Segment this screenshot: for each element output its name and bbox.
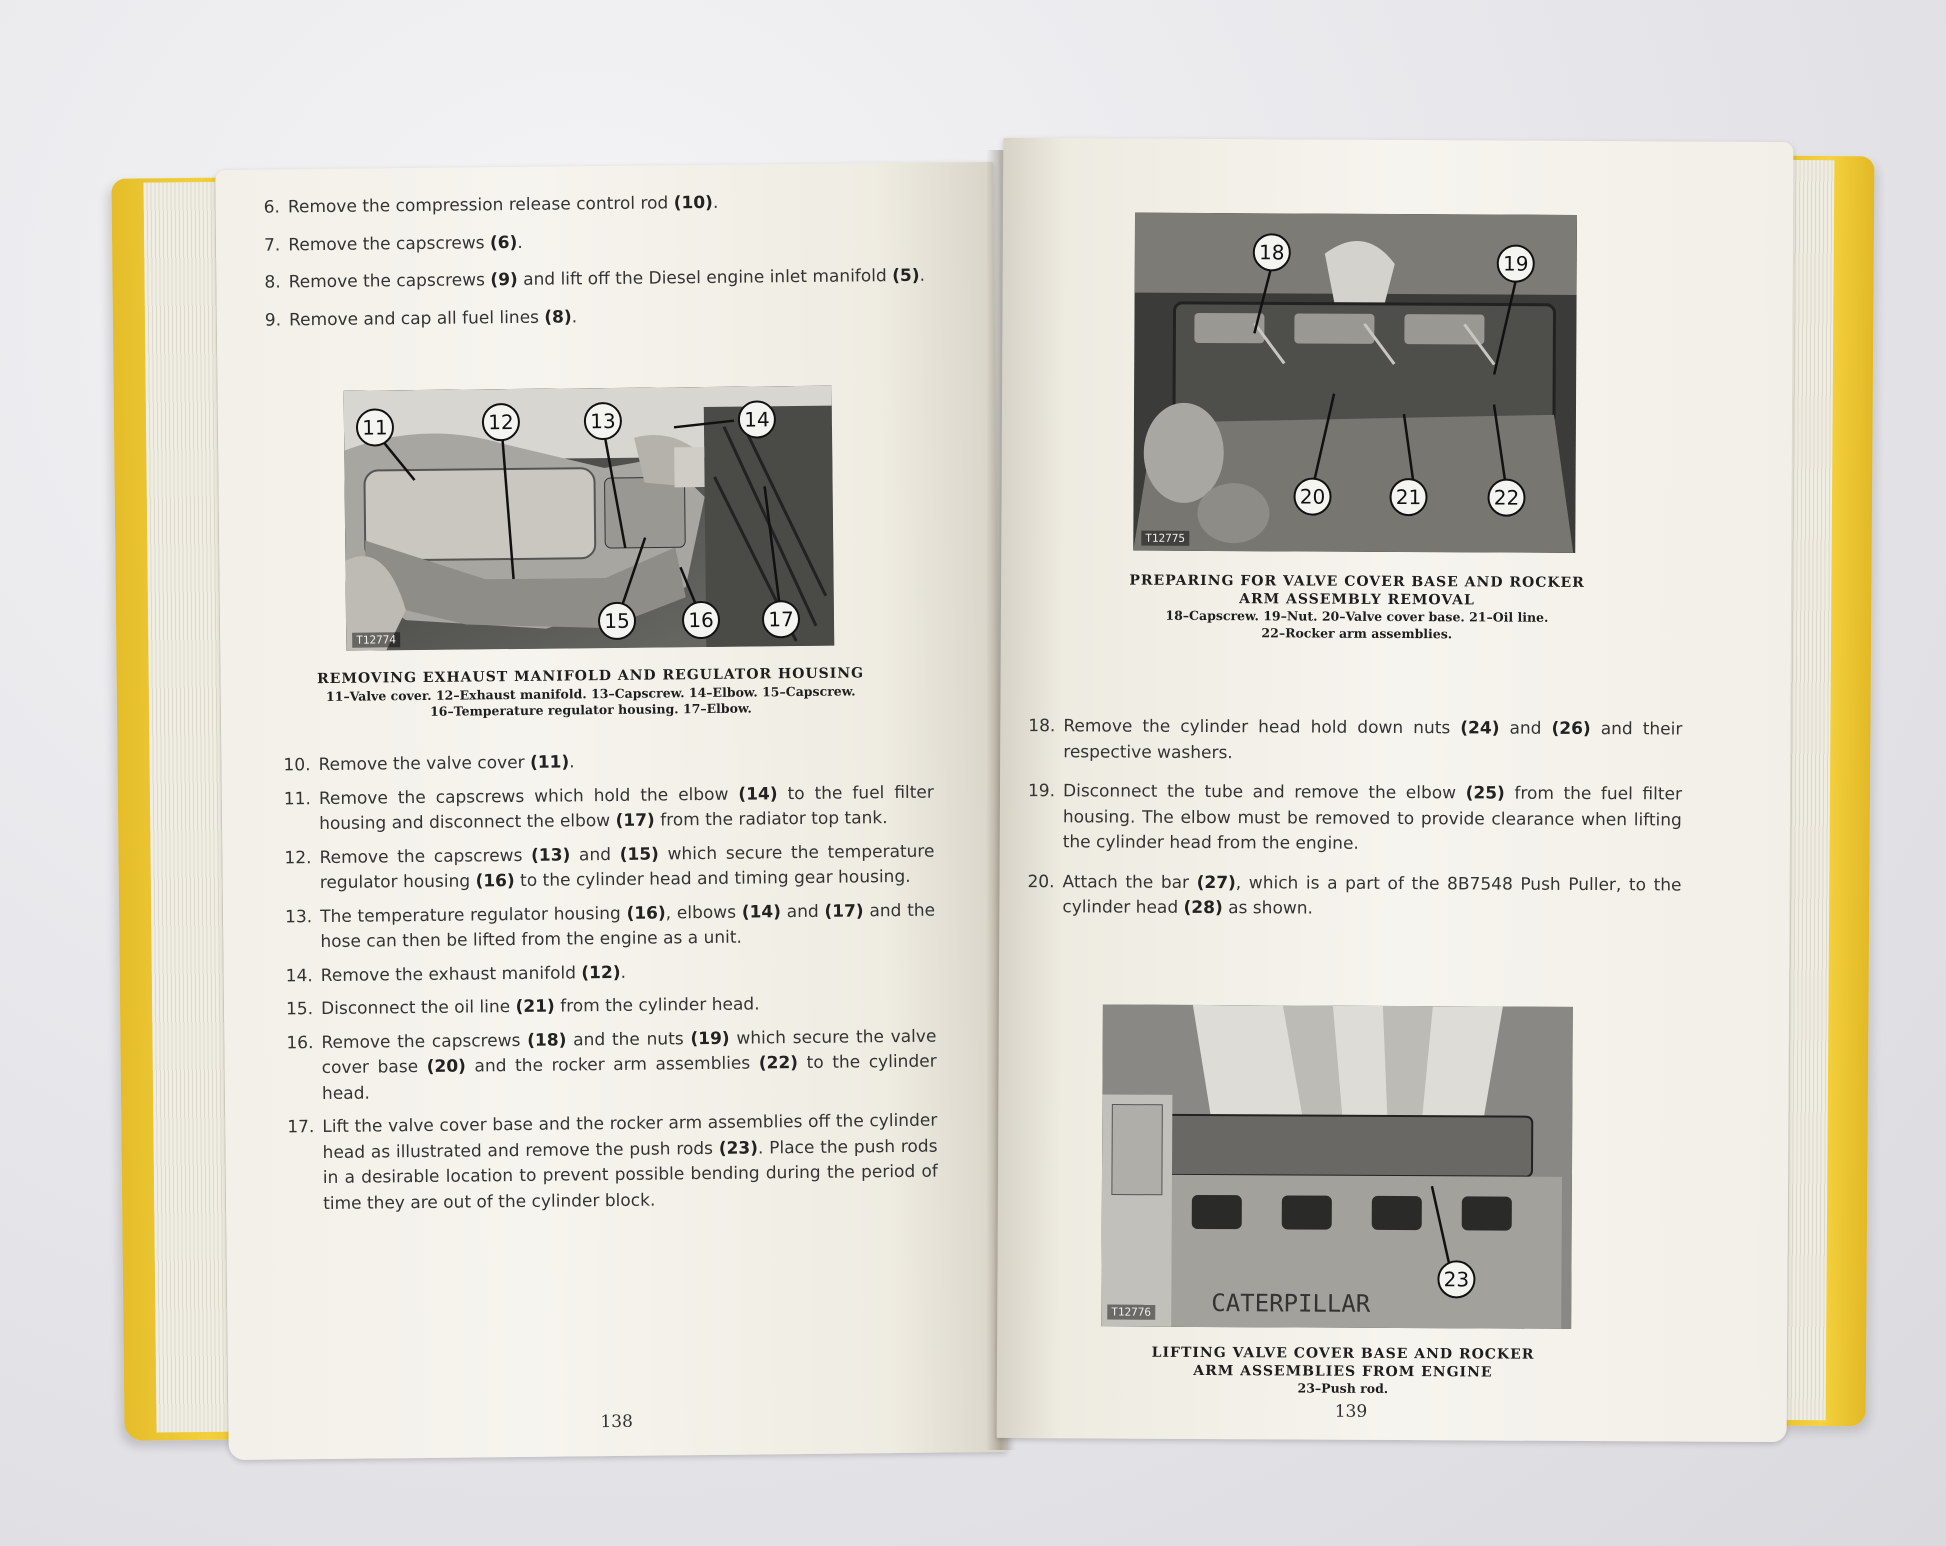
callout-22: 22 (1487, 478, 1525, 516)
negative-number: T12774 (352, 632, 400, 647)
step-number: 15. (285, 999, 314, 1020)
callout-23: 23 (1437, 1260, 1475, 1298)
step-text-fragment: to the cylinder head and timing gear housing. (514, 866, 911, 892)
step-list (264, 189, 931, 334)
part-reference: (14) (738, 783, 778, 805)
step-text-fragment: Disconnect the tube and remove the elbow (1062, 781, 1466, 804)
part-reference: (12) (581, 962, 621, 983)
part-reference: (25) (1465, 783, 1505, 804)
step-item (286, 957, 936, 989)
caption-title-line1: LIFTING VALVE COVER BASE AND ROCKER (1151, 1344, 1535, 1363)
figure-exhaust-manifold-caption (281, 665, 902, 723)
step-number: 16. (286, 1032, 314, 1053)
negative-number: T12775 (1141, 531, 1189, 546)
step-text (321, 1024, 937, 1107)
lifting-photo-drawing (1101, 1004, 1573, 1328)
step-number: 7. (263, 234, 281, 256)
callout-17: 17 (762, 600, 800, 638)
caption-description-line1: 18–Capscrew. 19–Nut. 20–Valve cover base. 21–Oil line. (1165, 607, 1549, 625)
step-number: 13. (284, 906, 313, 927)
part-reference: (18) (527, 1029, 567, 1051)
part-reference: (21) (515, 996, 555, 1018)
step-item (286, 1024, 937, 1107)
step-text (321, 957, 936, 989)
step-text-fragment: Remove the cylinder head hold down nuts (1063, 716, 1461, 739)
step-text (319, 780, 934, 837)
callout-16: 16 (682, 601, 720, 639)
callout-11: 11 (356, 408, 394, 446)
step-text-fragment: . (517, 232, 523, 253)
callout-19: 19 (1497, 245, 1535, 283)
step-text-fragment: Lift the valve cover base and the rocker arm assemblies off the cylinder head as illustrated and remove the push rods (322, 1110, 938, 1163)
callout-13: 13 (584, 402, 622, 440)
step-text (1063, 779, 1682, 859)
part-reference: (10) (673, 192, 714, 214)
page-number-left: 138 (600, 1411, 633, 1433)
step-text-fragment: . (620, 962, 627, 983)
callout-20: 20 (1293, 477, 1331, 515)
step-text-fragment: which secure the valve cover base (321, 1026, 937, 1079)
caption-title-line2: ARM ASSEMBLY REMOVAL (1239, 590, 1475, 608)
step-text-fragment: , elbows (665, 902, 742, 923)
step-text-fragment: to the fuel filter housing and disconnect the elbow (319, 782, 934, 835)
figure-exhaust-manifold-photo (344, 386, 835, 651)
step-text-fragment: Remove the capscrews (288, 270, 491, 293)
left-steps-bottom (283, 747, 938, 1226)
negative-number: T12776 (1107, 1305, 1155, 1320)
figure-valve-cover-caption (1107, 572, 1607, 643)
step-text-fragment: Remove and cap all fuel lines (288, 307, 545, 330)
caption-description-line1: 11–Valve cover. 12–Exhaust manifold. 13–Capscrew. 14–Elbow. 15–Capscrew. (325, 682, 856, 704)
step-text (288, 226, 930, 258)
step-text-fragment: and (570, 844, 620, 865)
step-item (286, 991, 936, 1023)
step-number: 10. (283, 755, 311, 776)
step-text-fragment: and the hose can then be lifted from the engine as a unit. (320, 900, 936, 953)
step-item (265, 301, 931, 333)
step-text (318, 747, 933, 779)
step-number: 20. (1027, 871, 1055, 892)
step-text-fragment: Remove the capscrews (321, 1030, 528, 1053)
step-text (289, 264, 931, 296)
step-text-fragment: which secure the temperature regulator housing (319, 841, 935, 894)
step-text-fragment: Remove the capscrews which hold the elbow (318, 784, 739, 809)
caption-description-line2: 16–Temperature regulator housing. 17–Elbow. (429, 700, 752, 720)
step-number: 12. (284, 847, 312, 868)
page-number-right: 139 (1334, 1401, 1368, 1422)
step-number: 17. (287, 1117, 315, 1138)
part-reference: (5) (892, 265, 920, 287)
step-item (1028, 779, 1682, 859)
step-text-fragment: Remove the compression release control rod (287, 193, 674, 218)
step-text-fragment: and the nuts (566, 1028, 691, 1050)
step-text-fragment: and their respective washers. (1063, 719, 1683, 763)
left-page (215, 162, 1006, 1460)
step-text (1062, 870, 1681, 924)
step-text-fragment: . (712, 192, 719, 213)
step-text-fragment: . (569, 752, 575, 773)
step-item (284, 839, 934, 897)
step-number: 11. (283, 788, 312, 809)
step-text-fragment: The temperature regulator housing (320, 903, 627, 927)
part-reference: (23) (718, 1137, 759, 1159)
step-number: 14. (285, 965, 313, 986)
callout-12: 12 (482, 403, 520, 441)
part-reference: (15) (619, 844, 659, 865)
step-text (321, 991, 936, 1023)
step-text-fragment: Remove the exhaust manifold (320, 962, 582, 986)
step-item (287, 1109, 938, 1218)
caption-title-line2: ARM ASSEMBLIES FROM ENGINE (1193, 1362, 1493, 1381)
part-reference: (28) (1183, 897, 1223, 919)
step-text-fragment: . (571, 306, 578, 327)
part-reference: (24) (1460, 718, 1500, 739)
step-number: 9. (264, 309, 282, 331)
step-number: 6. (263, 197, 281, 218)
callout-18: 18 (1253, 233, 1291, 271)
step-list (1027, 714, 1682, 924)
right-page (997, 138, 1794, 1442)
part-reference: (13) (530, 844, 571, 866)
step-text-fragment: and the rocker arm assemblies (465, 1053, 759, 1077)
step-text-fragment: Remove the valve cover (318, 752, 531, 776)
figure-lifting-photo (1101, 1004, 1573, 1328)
part-reference: (9) (490, 269, 518, 291)
step-item (1028, 714, 1682, 768)
step-item (264, 189, 930, 221)
step-text (319, 839, 934, 896)
step-text-fragment: and lift off the Diesel engine inlet manifold (517, 266, 893, 290)
callout-21: 21 (1389, 478, 1427, 516)
step-text-fragment: . Place the push rods in a desirable location to prevent possible bending during the period of time they are out of the cylinder block. (322, 1136, 938, 1214)
step-text (322, 1109, 938, 1217)
part-reference: (16) (626, 902, 666, 924)
caption-description: 23–Push rod. (1297, 1380, 1389, 1396)
part-reference: (26) (1551, 718, 1591, 740)
part-reference: (20) (426, 1056, 467, 1077)
caption-title-line1: PREPARING FOR VALVE COVER BASE AND ROCKER (1129, 572, 1585, 591)
part-reference: (11) (529, 752, 570, 773)
left-steps-top (264, 189, 932, 346)
step-text (288, 189, 930, 221)
step-item (283, 747, 933, 779)
step-item (264, 226, 930, 258)
part-reference: (19) (690, 1028, 730, 1049)
right-steps (1027, 714, 1682, 938)
step-text-fragment: to the cylinder head. (321, 1051, 937, 1104)
step-text-fragment: Remove the capscrews (319, 845, 532, 868)
part-reference: (17) (824, 900, 864, 922)
step-text-fragment: Disconnect the oil line (321, 997, 516, 1020)
part-reference: (27) (1196, 872, 1236, 893)
part-reference: (17) (615, 810, 655, 831)
part-reference: (14) (741, 901, 782, 923)
step-item (284, 780, 934, 838)
part-reference: (22) (758, 1053, 799, 1074)
step-number: 19. (1027, 781, 1056, 802)
step-text-fragment: Remove the capscrews (288, 232, 491, 255)
step-text (289, 301, 931, 333)
part-reference: (16) (475, 871, 515, 892)
figure-valve-cover-photo (1133, 213, 1577, 553)
part-reference: (6) (489, 232, 518, 253)
step-text (320, 898, 935, 955)
part-reference: (8) (544, 306, 572, 328)
step-text-fragment: and (780, 901, 825, 922)
step-text-fragment: as shown. (1222, 898, 1314, 919)
engine-brand-text: CATERPILLAR (1211, 1289, 1371, 1318)
callout-14: 14 (738, 400, 776, 438)
step-text-fragment: Attach the bar (1062, 871, 1197, 893)
step-text-fragment: and (1499, 718, 1552, 739)
step-number: 8. (264, 272, 281, 293)
step-text-fragment: . (919, 265, 926, 286)
step-text (1063, 714, 1682, 768)
step-list (283, 747, 938, 1218)
step-item (264, 264, 930, 296)
step-item (285, 898, 935, 956)
caption-description-line2: 22–Rocker arm assemblies. (1261, 625, 1453, 642)
callout-15: 15 (598, 602, 636, 640)
step-number: 18. (1028, 716, 1056, 737)
caption-title: REMOVING EXHAUST MANIFOLD AND REGULATOR HOUSING (317, 665, 865, 688)
step-item (1027, 870, 1681, 924)
figure-lifting-caption (1093, 1344, 1593, 1398)
step-text-fragment: from the fuel filter housing. The elbow must be removed to provide clearance when lifting the cylinder head from the engine. (1062, 783, 1683, 854)
step-text-fragment: from the radiator top tank. (654, 808, 888, 831)
step-text-fragment: from the cylinder head. (554, 994, 760, 1017)
step-text-fragment: , which is a part of the 8B7548 Push Puller, to the cylinder head (1062, 872, 1682, 918)
